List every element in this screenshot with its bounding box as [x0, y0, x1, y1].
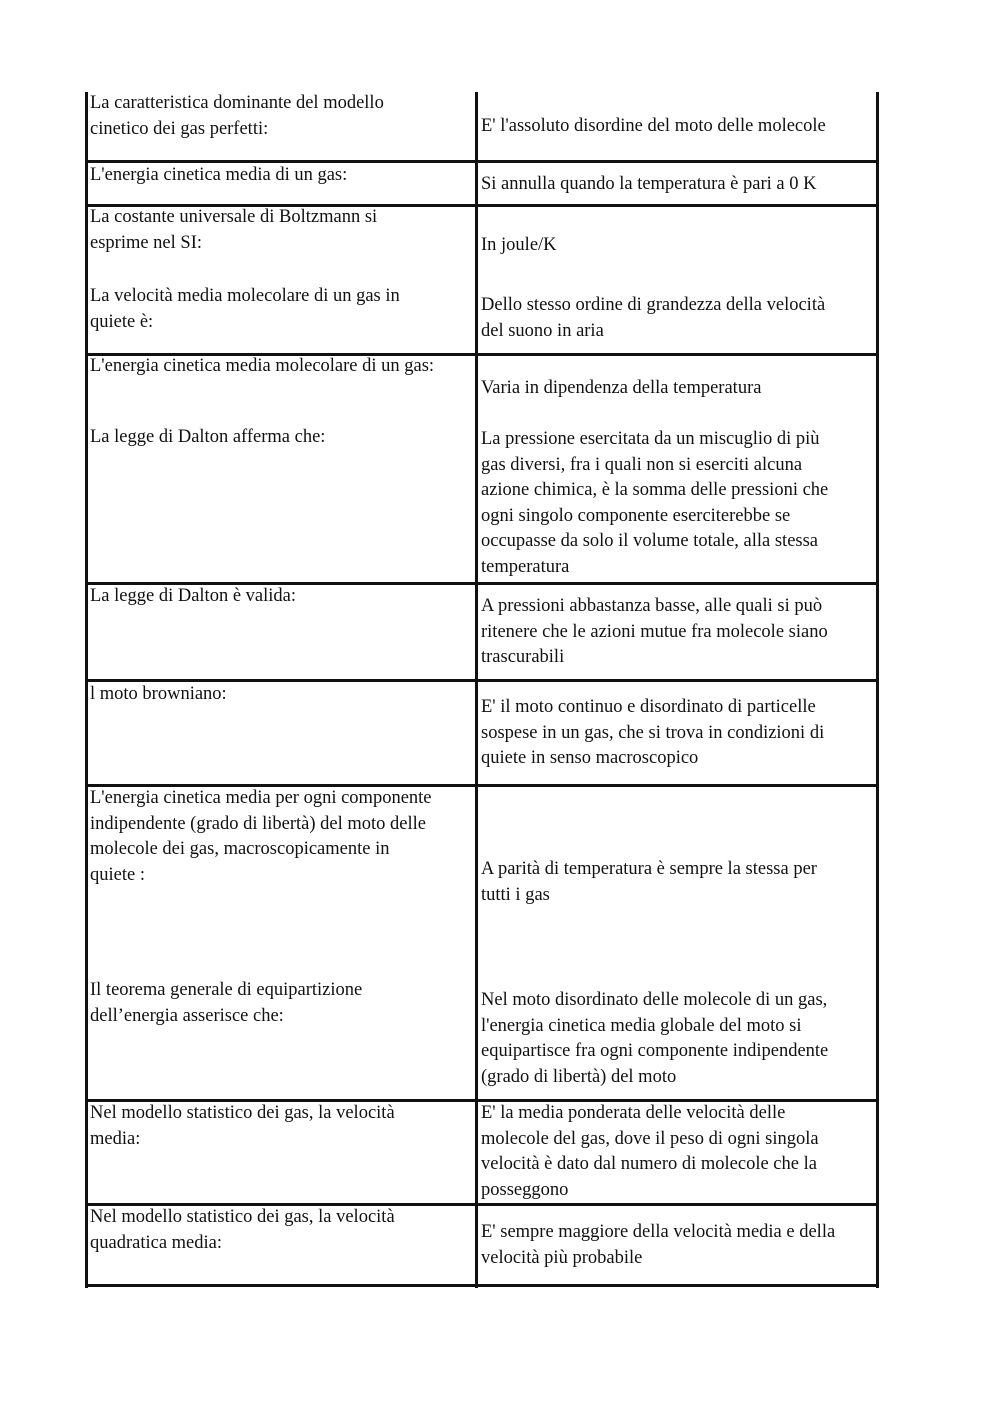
- answer-cell: E' la media ponderata delle velocità delle molecole del gas, dove il peso di ogni singola velocità è dato dal numero di molecole che la posseggono: [481, 1103, 819, 1200]
- question-cell: L'energia cinetica media di un gas:: [90, 165, 348, 185]
- question-cell: Nel modello statistico dei gas, la velocità quadratica media:: [90, 1207, 395, 1253]
- table-divider-middle: [475, 92, 478, 1288]
- question-cell: L'energia cinetica media molecolare di un gas:: [90, 356, 435, 376]
- question-cell: La caratteristica dominante del modello cinetico dei gas perfetti:: [90, 93, 384, 139]
- answer-cell: Varia in dipendenza della temperatura: [481, 378, 762, 398]
- question-cell: La velocità media molecolare di un gas in quiete è:: [90, 286, 400, 332]
- table-border-right: [876, 92, 879, 1288]
- question-cell: Nel modello statistico dei gas, la velocità media:: [90, 1103, 395, 1149]
- answer-cell: Si annulla quando la temperatura è pari a 0 K: [481, 174, 817, 194]
- table-border-left: [85, 92, 88, 1288]
- answer-cell: A pressioni abbastanza basse, alle quali si può ritenere che le azioni mutue fra molecole siano trascurabili: [481, 596, 828, 667]
- answer-cell: E' l'assoluto disordine del moto delle molecole: [481, 116, 826, 136]
- answer-cell: Nel moto disordinato delle molecole di un gas, l'energia cinetica media globale del moto si equipartisce fra ogni componente indipendente (grado di libertà) del moto: [481, 990, 829, 1087]
- answer-cell: In joule/K: [481, 235, 557, 255]
- answer-cell: E' sempre maggiore della velocità media e della velocità più probabile: [481, 1222, 836, 1268]
- answer-cell: La pressione esercitata da un miscuglio di più gas diversi, fra i quali non si eserciti alcuna azione chimica, è la somma delle pressioni che ogni singolo componente eserciterebbe se occupasse da solo il volume totale, alla stessa temperatura: [481, 429, 829, 577]
- question-cell: La legge di Dalton afferma che:: [90, 427, 326, 447]
- answer-cell: E' il moto continuo e disordinato di particelle sospese in un gas, che si trova in condizioni di quiete in senso macroscopico: [481, 697, 825, 768]
- answer-cell: Dello stesso ordine di grandezza della velocità del suono in aria: [481, 295, 826, 341]
- question-cell: L'energia cinetica media per ogni componente indipendente (grado di libertà) del moto delle molecole dei gas, macroscopicamente in quiete :: [90, 788, 432, 885]
- question-cell: Il teorema generale di equipartizione dell’energia asserisce che:: [90, 980, 363, 1026]
- question-cell: La costante universale di Boltzmann si esprime nel SI:: [90, 207, 378, 253]
- table-border-bottom: [85, 1284, 879, 1287]
- answer-cell: A parità di temperatura è sempre la stessa per tutti i gas: [481, 859, 817, 905]
- question-cell: l moto browniano:: [90, 684, 227, 704]
- question-cell: La legge di Dalton è valida:: [90, 586, 296, 606]
